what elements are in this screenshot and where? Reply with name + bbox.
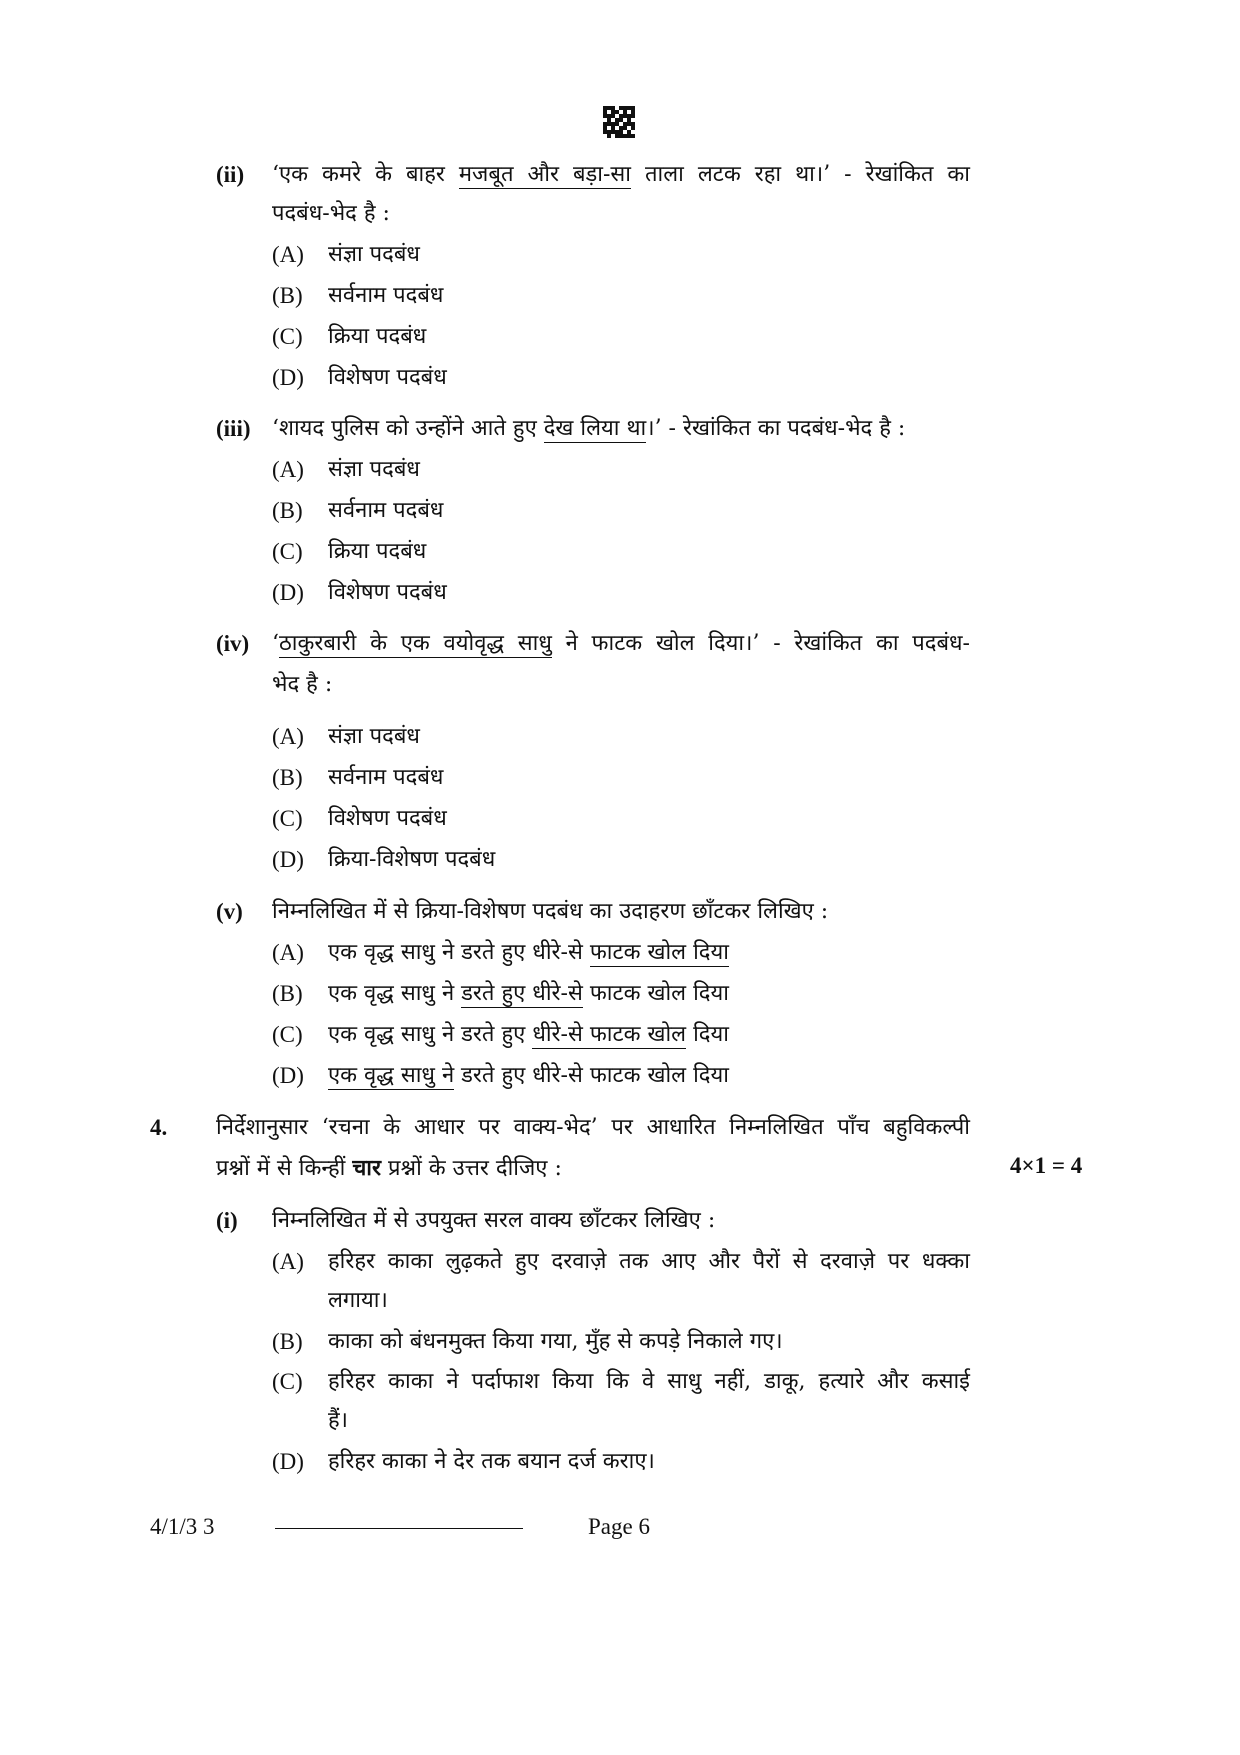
option-label: (D) bbox=[272, 365, 304, 390]
question-4-line2: प्रश्नों में से किन्हीं चार प्रश्नों के उत्तर दीजिए : bbox=[216, 1155, 562, 1181]
question-number-iii: (iii) bbox=[216, 416, 251, 441]
question-4-line1: निर्देशानुसार ‘रचना के आधार पर वाक्य-भेद’ पर आधारित निम्नलिखित पाँच बहुविकल्पी bbox=[216, 1115, 970, 1140]
marks-allocation: 4×1 = 4 bbox=[1010, 1153, 1083, 1178]
option-label: (A) bbox=[272, 940, 304, 965]
option-label: (B) bbox=[272, 283, 303, 308]
option-text: हरिहर काका ने पर्दाफाश किया कि वे साधु नहीं, डाकू, हत्यारे और कसाई bbox=[328, 1369, 970, 1394]
option-text: एक वृद्ध साधु ने डरते हुए धीरे-से फाटक खोल दिया bbox=[328, 1063, 729, 1088]
question-ii-line2: पदबंध-भेद है : bbox=[272, 201, 390, 226]
option-label: (C) bbox=[272, 1022, 303, 1047]
option-label: (A) bbox=[272, 724, 304, 749]
option-text: हरिहर काका ने देर तक बयान दर्ज कराए। bbox=[328, 1449, 655, 1474]
option-text: क्रिया पदबंध bbox=[328, 324, 427, 349]
option-text: संज्ञा पदबंध bbox=[328, 457, 420, 482]
underlined-phrase: ठाकुरबारी के एक वयोवृद्ध साधु bbox=[279, 631, 552, 656]
underlined-phrase: मजबूत और बड़ा-सा bbox=[458, 162, 632, 187]
option-text: एक वृद्ध साधु ने डरते हुए धीरे-से फाटक खोल दिया bbox=[328, 940, 729, 965]
underlined-phrase: धीरे-से फाटक खोल bbox=[532, 1022, 687, 1047]
option-text: एक वृद्ध साधु ने डरते हुए धीरे-से फाटक खोल दिया bbox=[328, 1022, 729, 1047]
option-label: (B) bbox=[272, 765, 303, 790]
option-text: संज्ञा पदबंध bbox=[328, 724, 420, 749]
option-label: (B) bbox=[272, 1329, 303, 1354]
question-number-iv: (iv) bbox=[216, 631, 250, 656]
question-i-stem: निम्नलिखित में से उपयुक्त सरल वाक्य छाँटकर लिखिए : bbox=[272, 1208, 716, 1233]
option-label: (B) bbox=[272, 498, 303, 523]
option-text: एक वृद्ध साधु ने डरते हुए धीरे-से फाटक खोल दिया bbox=[328, 981, 729, 1006]
question-number-v: (v) bbox=[216, 899, 243, 924]
option-label: (D) bbox=[272, 1449, 304, 1474]
option-label: (C) bbox=[272, 539, 303, 564]
option-text: विशेषण पदबंध bbox=[328, 365, 447, 390]
question-iv-line2: भेद है : bbox=[272, 672, 333, 697]
option-label: (C) bbox=[272, 324, 303, 349]
option-text: क्रिया-विशेषण पदबंध bbox=[328, 847, 496, 872]
option-text-continued: लगाया। bbox=[328, 1288, 388, 1313]
question-ii-line1: ‘एक कमरे के बाहर मजबूत और बड़ा-सा ताला लटक रहा था।’ - रेखांकित का bbox=[272, 162, 971, 187]
option-label: (A) bbox=[272, 242, 304, 267]
page-number: Page 6 bbox=[588, 1514, 650, 1539]
question-v-stem: निम्नलिखित में से क्रिया-विशेषण पदबंध का उदाहरण छाँटकर लिखिए : bbox=[272, 899, 829, 924]
underlined-phrase: एक वृद्ध साधु ने bbox=[328, 1063, 455, 1088]
option-label: (D) bbox=[272, 580, 304, 605]
option-label: (D) bbox=[272, 847, 304, 872]
underlined-phrase: डरते हुए धीरे-से bbox=[461, 981, 583, 1006]
option-label: (A) bbox=[272, 1249, 304, 1274]
option-label: (A) bbox=[272, 457, 304, 482]
option-text: हरिहर काका लुढ़कते हुए दरवाज़े तक आए और पैरों से दरवाज़े पर धक्का bbox=[328, 1249, 970, 1274]
question-number-i: (i) bbox=[216, 1208, 238, 1233]
option-text: विशेषण पदबंध bbox=[328, 580, 447, 605]
underlined-phrase: फाटक खोल दिया bbox=[589, 940, 729, 965]
paper-code: 4/1/3 3 bbox=[150, 1514, 215, 1539]
question-iv-line1: ‘ठाकुरबारी के एक वयोवृद्ध साधु ने फाटक खोल दिया।’ - रेखांकित का पदबंध- bbox=[272, 631, 970, 656]
question-number-4: 4. bbox=[150, 1115, 168, 1140]
option-text: संज्ञा पदबंध bbox=[328, 242, 420, 267]
option-label: (C) bbox=[272, 806, 303, 831]
option-text: काका को बंधनमुक्त किया गया, मुँह से कपड़े निकाले गए। bbox=[328, 1329, 783, 1354]
question-number-ii: (ii) bbox=[216, 162, 245, 187]
option-label: (D) bbox=[272, 1063, 304, 1088]
option-text: सर्वनाम पदबंध bbox=[328, 283, 444, 308]
footer-divider bbox=[275, 1528, 523, 1529]
option-text: सर्वनाम पदबंध bbox=[328, 498, 444, 523]
option-text: क्रिया पदबंध bbox=[328, 539, 427, 564]
qr-code bbox=[603, 106, 635, 138]
underlined-phrase: देख लिया था bbox=[543, 416, 647, 441]
option-label: (B) bbox=[272, 981, 303, 1006]
option-text-continued: हैं। bbox=[328, 1408, 349, 1433]
option-label: (C) bbox=[272, 1369, 303, 1394]
question-iii-line1: ‘शायद पुलिस को उन्होंने आते हुए देख लिया था।’ - रेखांकित का पदबंध-भेद है : bbox=[272, 416, 906, 441]
option-text: विशेषण पदबंध bbox=[328, 806, 447, 831]
option-text: सर्वनाम पदबंध bbox=[328, 765, 444, 790]
